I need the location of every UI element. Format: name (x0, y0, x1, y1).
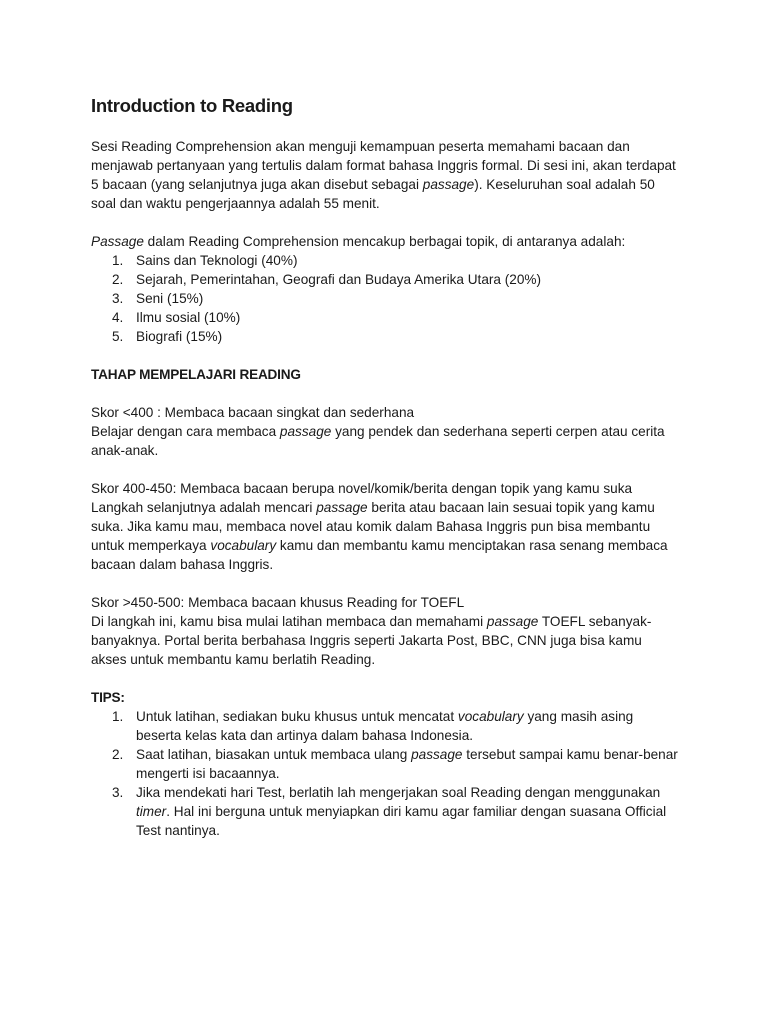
list-item: 5. Biografi (15%) (112, 329, 223, 344)
level-3-body: Di langkah ini, kamu bisa mulai latihan membaca dan memahami passage TOEFL sebanyak-banyaknya. Portal berita berbahasa Inggris seperti Jakarta Post, BBC, CNN juga bisa kamu akses untuk membantu kamu berlatih Reading. (91, 614, 652, 667)
level-1-body: Belajar dengan cara membaca passage yang pendek dan sederhana seperti cerpen atau cerita anak-anak. (91, 424, 665, 458)
level-3-heading: Skor >450-500: Membaca bacaan khusus Reading for TOEFL (91, 595, 465, 610)
intro-paragraph: Sesi Reading Comprehension akan menguji kemampuan peserta memahami bacaan dan menjawab pertanyaan yang tertulis dalam format bahasa Inggris formal. Di sesi ini, akan terdapat 5 bacaan (yang selanjutnya juga akan disebut sebagai passage). Keseluruhan soal adalah 50 soal dan waktu pengerjaannya adalah 55 menit. (91, 139, 676, 211)
list-item: 1. Sains dan Teknologi (40%) (112, 253, 298, 268)
level-1-heading: Skor <400 : Membaca bacaan singkat dan sederhana (91, 405, 415, 420)
list-item: 1. Untuk latihan, sediakan buku khusus untuk mencatat vocabulary yang masih asing beserta kelas kata dan artinya dalam bahasa Indonesia. (112, 709, 634, 743)
topics-intro: Passage dalam Reading Comprehension mencakup berbagai topik, di antaranya adalah: (91, 234, 626, 249)
list-item: 3. Jika mendekati hari Test, berlatih lah mengerjakan soal Reading dengan menggunakan timer. Hal ini berguna untuk menyiapkan diri kamu agar familiar dengan suasana Official Test nantinya. (112, 785, 667, 838)
section-heading: TAHAP MEMPELAJARI READING (91, 367, 301, 382)
list-item: 3. Seni (15%) (112, 291, 204, 306)
level-2-heading: Skor 400-450: Membaca bacaan berupa novel/komik/berita dengan topik yang kamu suka (91, 481, 633, 496)
list-item: 4. Ilmu sosial (10%) (112, 310, 241, 325)
tips-heading: TIPS: (91, 690, 125, 705)
document-body (91, 94, 681, 840)
list-item: 2. Saat latihan, biasakan untuk membaca ulang passage tersebut sampai kamu benar-benar mengerti isi bacaannya. (112, 747, 678, 781)
page-title: Introduction to Reading (91, 95, 293, 116)
topics-list (91, 251, 681, 346)
list-item: 2. Sejarah, Pemerintahan, Geografi dan Budaya Amerika Utara (20%) (112, 272, 542, 287)
tips-list (91, 707, 681, 840)
level-2-body: Langkah selanjutnya adalah mencari passage berita atau bacaan lain sesuai topik yang kamu suka. Jika kamu mau, membaca novel atau komik dalam Bahasa Inggris pun bisa membantu untuk memperkaya vocabulary kamu dan membantu kamu menciptakan rasa senang membaca bacaan dalam bahasa Inggris. (91, 500, 668, 572)
